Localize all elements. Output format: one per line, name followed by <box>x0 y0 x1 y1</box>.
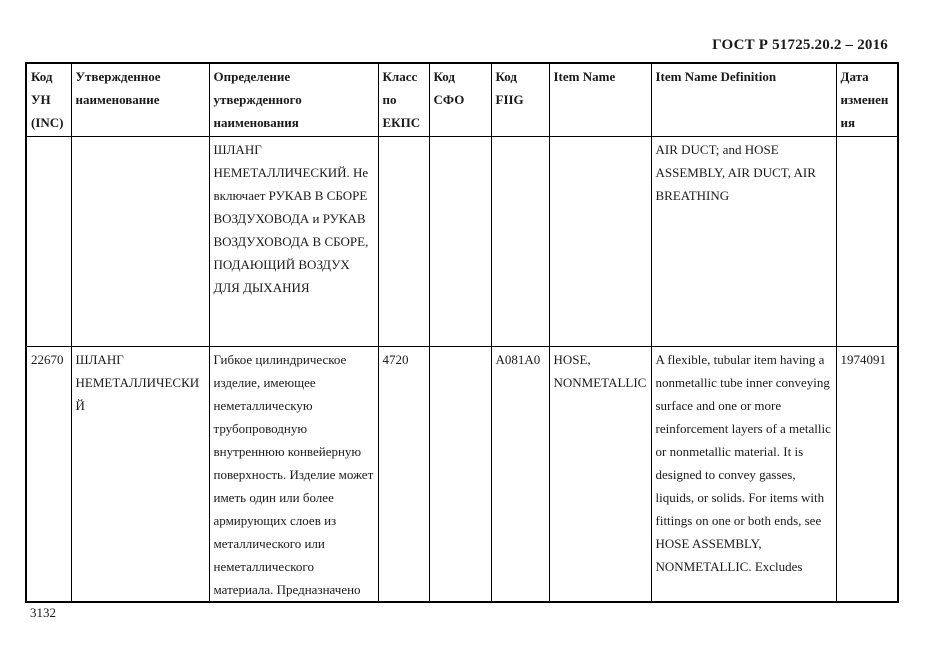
cell-approved-name <box>71 136 209 346</box>
cell-inc-code <box>26 136 71 346</box>
col-header-approved-name: Утвержденное наименование <box>71 63 209 136</box>
document-title: ГОСТ Р 51725.20.2 – 2016 <box>712 37 888 53</box>
col-header-approved-name-definition: Определение утвержденного наименования <box>209 63 378 136</box>
table-row <box>26 136 898 346</box>
col-header-fiig-code: Код FIIG <box>491 63 549 136</box>
cell-item-name-definition: AIR DUCT; and HOSE ASSEMBLY, AIR DUCT, AIR BREATHING <box>651 136 836 346</box>
cell-fiig-code <box>491 136 549 346</box>
cell-item-name: HOSE, NONMETALLIC <box>549 346 651 602</box>
table-header-row <box>26 63 898 136</box>
col-header-ekps-class: Класс по ЕКПС <box>378 63 429 136</box>
cell-approved-name-definition: ШЛАНГ НЕМЕТАЛЛИЧЕСКИЙ. Не включает РУКАВ В СБОРЕ ВОЗДУХОВОДА и РУКАВ ВОЗДУХОВОДА В СБОРЕ, ПОДАЮЩИЙ ВОЗДУХ ДЛЯ ДЫХАНИЯ <box>209 136 378 346</box>
page-number: 3132 <box>30 605 56 620</box>
col-header-item-name-definition: Item Name Definition <box>651 63 836 136</box>
cell-item-name <box>549 136 651 346</box>
cell-change-date <box>836 136 898 346</box>
col-header-change-date: Дата изменения <box>836 63 898 136</box>
cell-approved-name-definition: Гибкое цилиндрическое изделие, имеющее неметаллическую трубопроводную внутреннюю конвейерную поверхность. Изделие может иметь один или более армирующих слоев из металлического или неметаллического материала. Предназначено <box>209 346 378 602</box>
cell-approved-name: ШЛАНГ НЕМЕТАЛЛИЧЕСКИЙ <box>71 346 209 602</box>
cell-sfo-code <box>429 346 491 602</box>
classification-table <box>25 62 899 603</box>
col-header-item-name: Item Name <box>549 63 651 136</box>
cell-inc-code: 22670 <box>26 346 71 602</box>
cell-ekps-class <box>378 136 429 346</box>
cell-sfo-code <box>429 136 491 346</box>
cell-fiig-code: A081A0 <box>491 346 549 602</box>
cell-item-name-definition: A flexible, tubular item having a nonmetallic tube inner conveying surface and one or more reinforcement layers of a metallic or nonmetallic material. It is designed to convey gasses, liquids, or solids. For items with fittings on one or both ends, see HOSE ASSEMBLY, NONMETALLIC. Excludes <box>651 346 836 602</box>
cell-change-date: 1974091 <box>836 346 898 602</box>
table-row <box>26 346 898 602</box>
col-header-inc-code: Код УН (INC) <box>26 63 71 136</box>
cell-ekps-class: 4720 <box>378 346 429 602</box>
col-header-sfo-code: Код СФО <box>429 63 491 136</box>
